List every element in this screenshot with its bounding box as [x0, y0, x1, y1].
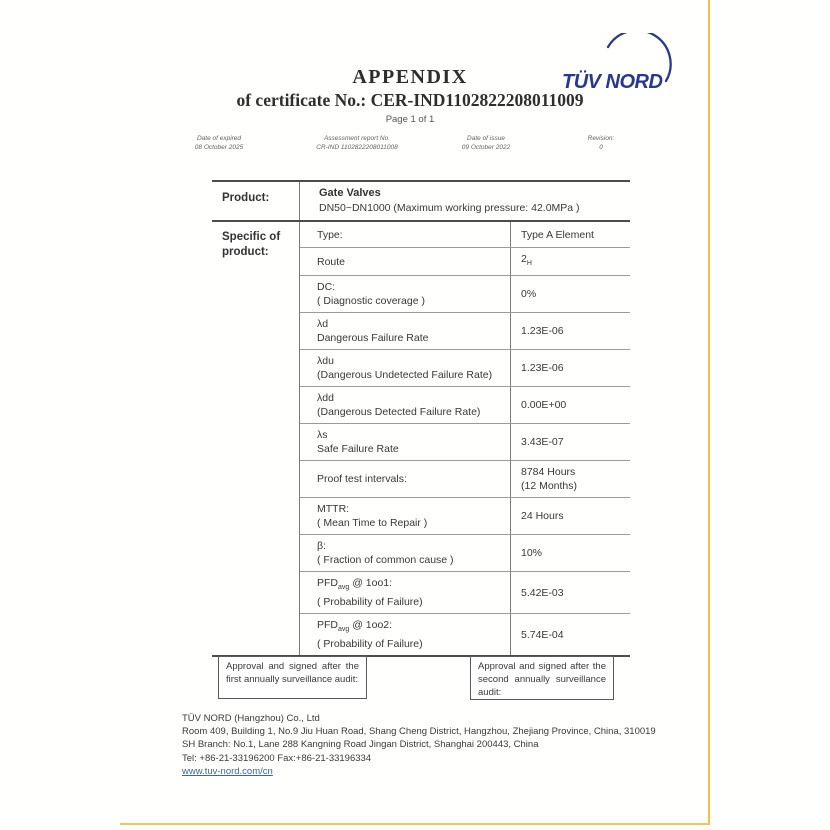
table-row — [300, 498, 630, 535]
parameter-name-cell: DC: ( Diagnostic coverage ) — [300, 276, 511, 312]
parameter-name-cell: β: ( Fraction of common cause ) — [300, 535, 511, 571]
logo-text: TÜV NORD — [562, 71, 663, 93]
parameter-name-cell: MTTR: ( Mean Time to Repair ) — [300, 498, 511, 534]
specific-of-product-label: Specific of product: — [212, 222, 300, 655]
table-row — [300, 387, 630, 424]
footer-tel-fax-line: Tel: +86-21-33196200 Fax:+86-21-33196334 — [182, 752, 372, 764]
parameter-value-cell: 5.42E-03 — [521, 586, 564, 599]
meta-value: 09 October 2022 — [461, 143, 511, 151]
parameter-value-cell: 5.74E-04 — [521, 628, 564, 641]
title-block — [110, 66, 710, 125]
parameter-value-cell: 1.23E-06 — [521, 325, 564, 338]
meta-label: Revision: — [587, 135, 615, 142]
approval-box-second-audit: Approval and signed after the second annually surveillance audit: — [470, 656, 614, 700]
table-row — [300, 222, 630, 248]
meta-value: CR-IND 1102822208011008 — [316, 143, 398, 151]
parameter-name-cell: λs Safe Failure Rate — [300, 424, 511, 460]
parameter-name-cell: $PFD_{avg}$ @ 1oo2: ( Probability of Failure) — [300, 614, 511, 655]
approval-box-first-audit: Approval and signed after the first annually surveillance audit: — [218, 656, 367, 699]
certificate-number-line: of certificate No.: CER-IND1102822208011009 — [236, 90, 584, 110]
spec-rows — [300, 222, 630, 655]
table-row — [300, 313, 630, 350]
meta-value: 08 October 2025 — [194, 143, 244, 151]
page-number: Page 1 of 1 — [385, 114, 435, 125]
specification-table — [212, 180, 630, 657]
parameter-name-cell: Type: — [300, 222, 511, 247]
meta-date-of-issue — [416, 135, 556, 152]
product-description: DN50~DN1000 (Maximum working pressure: 42.0MPa ) — [319, 202, 580, 214]
table-row — [300, 572, 630, 614]
table-row — [300, 461, 630, 498]
page-edge-bottom — [120, 823, 710, 825]
footer-branch-line: SH Branch: No.1, Lane 288 Kangning Road Jingan District, Shanghai 200443, China — [182, 739, 539, 751]
specific-section — [212, 222, 630, 657]
table-row — [300, 535, 630, 572]
parameter-value-cell: 8784 Hours (12 Months) — [521, 466, 578, 493]
table-row — [300, 614, 630, 655]
product-value — [300, 182, 630, 220]
product-label: Product: — [212, 182, 300, 220]
meta-value: 0 — [599, 143, 603, 151]
meta-label: Date of issue — [467, 135, 505, 142]
parameter-value-cell: Type A Element — [521, 228, 594, 241]
website-link[interactable]: www.tuv-nord.com/cn — [182, 765, 273, 777]
parameter-value-cell: 3.43E-07 — [521, 436, 564, 449]
parameter-value-cell: 1.23E-06 — [521, 362, 564, 375]
parameter-name-cell: Route — [300, 248, 511, 275]
document-title: APPENDIX — [352, 66, 468, 88]
parameter-value-cell: 0% — [521, 288, 537, 301]
parameter-value-cell: 0.00E+00 — [521, 399, 567, 412]
product-row — [212, 180, 630, 222]
table-row — [300, 424, 630, 461]
footer-company-name: TÜV NORD (Hangzhou) Co., Ltd — [182, 713, 320, 724]
footer — [182, 712, 656, 778]
parameter-name-cell: $PFD_{avg}$ @ 1oo1: ( Probability of Failure) — [300, 572, 511, 613]
parameter-value-cell: 10% — [521, 547, 543, 560]
meta-label: Assessment report No. — [323, 135, 391, 142]
product-name: Gate Valves — [319, 187, 381, 199]
parameter-name-cell: λdd (Dangerous Detected Failure Rate) — [300, 387, 511, 423]
footer-address-line: Room 409, Building 1, No.9 Jiu Huan Road, Shang Cheng District, Hangzhou, Zhejiang Province, China, 310019 — [182, 726, 656, 738]
parameter-value-cell: 24 Hours — [521, 510, 564, 523]
parameter-name-cell: λdu (Dangerous Undetected Failure Rate) — [300, 350, 511, 386]
parameter-name-cell: Proof test intervals: — [300, 461, 511, 497]
table-row — [300, 248, 630, 276]
meta-revision — [561, 135, 641, 152]
table-row — [300, 276, 630, 313]
parameter-name-cell: λd Dangerous Failure Rate — [300, 313, 511, 349]
meta-label: Date of expired — [196, 135, 242, 142]
table-row — [300, 350, 630, 387]
parameter-value-cell: $2_H$ — [521, 253, 532, 268]
